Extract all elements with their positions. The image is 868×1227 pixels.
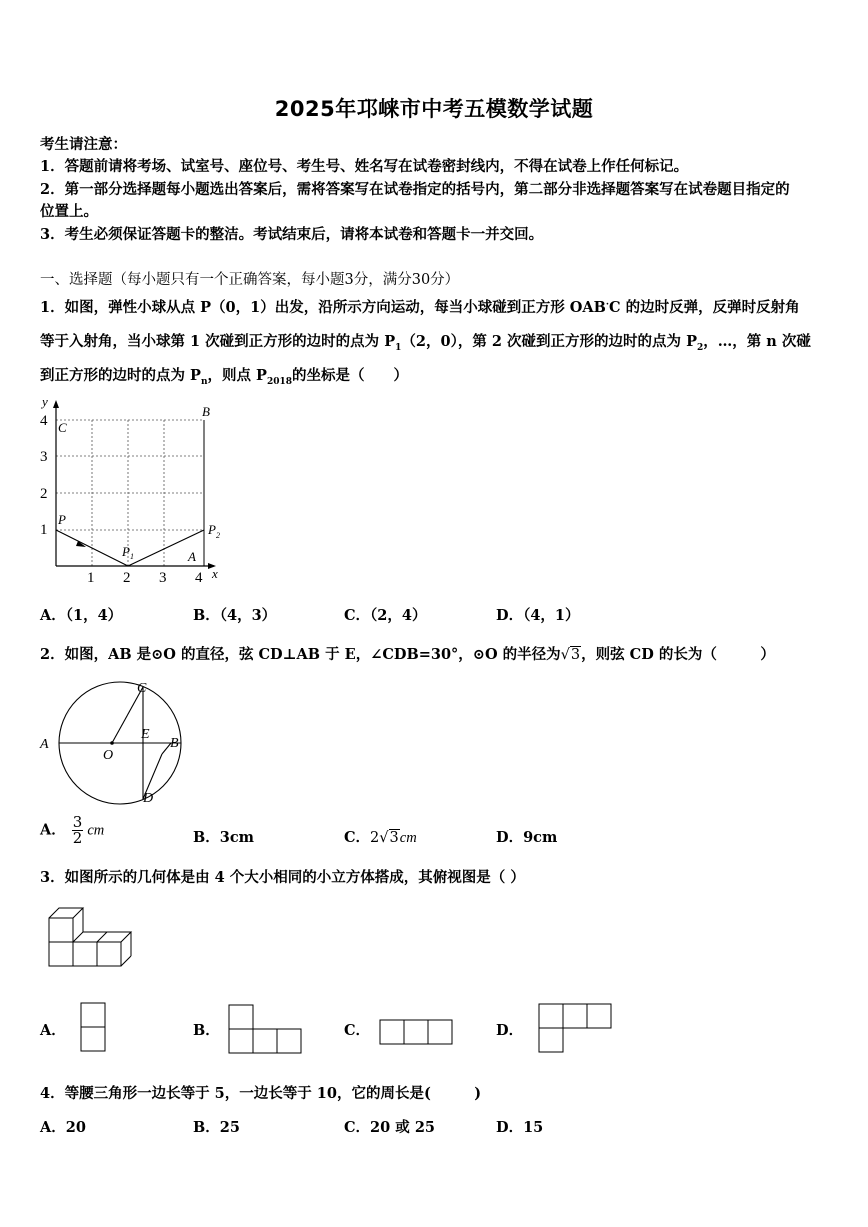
label-B: B: [202, 404, 210, 419]
q2-text: 2．如图，AB 是⊙O 的直径，弦 CD⊥AB 于 E，∠CDB=30°，⊙O 的半径为√3，则弦 CD 的长为（ ）: [40, 646, 775, 663]
q4-option-b[interactable]: B．25: [193, 1119, 240, 1136]
q4-text: 4．等腰三角形一边长等于 5，一边长等于 10，它的周长是( ): [40, 1085, 482, 1102]
q3-option-a-view[interactable]: [79, 1002, 107, 1052]
label-D: D: [143, 791, 154, 806]
q1-option-d[interactable]: D．（4，1）: [496, 607, 580, 624]
q2-option-c[interactable]: C．2√3cm: [344, 829, 417, 846]
label-B: B: [170, 736, 179, 751]
q1-line1: 1．如图，弹性小球从点 P（0，1）出发，沿所示方向运动，每当小球碰到正方形 OAB·C 的边时反弹，反弹时反射角: [40, 299, 800, 316]
x-tick-1: 1: [87, 570, 95, 586]
label-O: O: [103, 748, 114, 763]
x-tick-4: 4: [195, 570, 203, 586]
y-tick-2: 2: [40, 486, 48, 502]
section-heading: 一、选择题（每小题只有一个正确答案，每小题3分，满分30分）: [40, 272, 460, 288]
q3-option-c-view[interactable]: [378, 1019, 454, 1047]
q1-line2: 等于入射角，当小球第 1 次碰到正方形的边时的点为 $P_1(2$，0），第 2 次碰到正方形的边时的点为 $P_2$，…，第 n 次碰: [40, 333, 811, 353]
y-tick-4: 4: [40, 413, 48, 429]
q2-option-a[interactable]: A． $\frac{3}{2}$ cm: [40, 813, 105, 847]
q3-solid-figure: [46, 903, 138, 971]
label-P1: $P_1$: [122, 544, 134, 561]
label-A: A: [188, 549, 196, 564]
q2-option-d[interactable]: D．9cm: [496, 829, 558, 846]
q3-option-b-label[interactable]: B．: [193, 1022, 220, 1039]
notice-item-1: 1．答题前请将考场、试室号、座位号、考生号、姓名写在试卷密封线内，不得在试卷上作任何标记。: [40, 158, 689, 175]
notice-item-3: 3．考生必须保证答题卡的整洁。考试结束后，请将本试卷和答题卡一并交回。: [40, 226, 544, 243]
notice-item-2: 2．第一部分选择题每小题选出答案后，需将答案写在试卷指定的括号内，第二部分非选择题答案写在试卷题目指定的: [40, 181, 790, 198]
q4-option-d[interactable]: D．15: [496, 1119, 544, 1136]
q2-option-b[interactable]: B．3cm: [193, 829, 255, 846]
label-P2: $P_2$: [208, 522, 220, 540]
q1-option-c[interactable]: C．（2，4）: [344, 607, 427, 624]
y-tick-1: 1: [40, 522, 48, 538]
label-P: P: [58, 512, 66, 527]
q1-option-a[interactable]: A．（1，4）: [40, 607, 123, 624]
y-tick-3: 3: [40, 449, 48, 465]
center-point: [110, 741, 114, 745]
q3-option-b-view[interactable]: [227, 1004, 303, 1054]
q2-figure: [36, 675, 196, 811]
page-title: 2025年邛崃市中考五模数学试题: [274, 97, 594, 121]
q1-figure: [36, 393, 236, 588]
x-tick-2: 2: [123, 570, 131, 586]
notice-heading: 考生请注意：: [40, 136, 127, 153]
q2-radical: √3: [560, 647, 581, 663]
label-C: C: [137, 681, 147, 696]
x-axis-label: x: [212, 566, 218, 581]
label-A: A: [40, 737, 49, 752]
y-axis-label: y: [42, 394, 48, 409]
q1-option-b[interactable]: B．（4，3）: [193, 607, 277, 624]
q4-option-c[interactable]: C．20 或 25: [344, 1119, 435, 1136]
x-tick-3: 3: [159, 570, 167, 586]
notice-item-2-cont: 位置上。: [40, 203, 98, 220]
q3-option-d-view[interactable]: [537, 1003, 613, 1055]
q3-option-c-label[interactable]: C．: [344, 1022, 371, 1039]
q1-line3: 到正方形的边时的点为 $P_n$，则点 $P_{2018}$的坐标是（ ）: [40, 367, 409, 387]
q3-option-d-label[interactable]: D．: [496, 1022, 524, 1039]
label-C: C: [58, 420, 67, 435]
label-E: E: [141, 727, 150, 742]
q3-text: 3．如图所示的几何体是由 4 个大小相同的小立方体搭成，其俯视图是（ ）: [40, 869, 525, 886]
q4-option-a[interactable]: A．20: [40, 1119, 86, 1136]
fraction: $\frac{3}{2}$: [72, 813, 83, 847]
q3-option-a-label[interactable]: A．: [40, 1022, 66, 1039]
